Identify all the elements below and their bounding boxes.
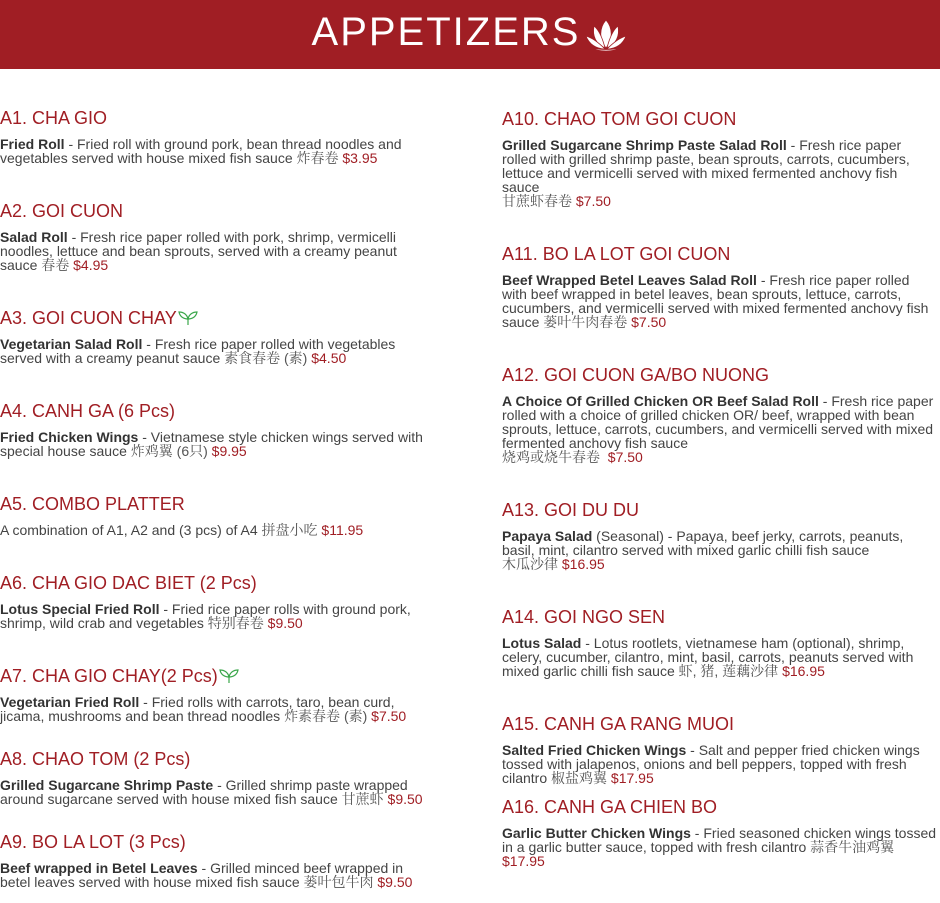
menu-item-a13 [502, 500, 938, 571]
item-name: Salad Roll [0, 229, 68, 245]
item-description [502, 636, 938, 678]
item-chinese-name: 素食春卷 (素) [224, 350, 308, 366]
item-name: Fried Chicken Wings [0, 429, 139, 445]
item-title: A8. CHAO TOM (2 Pcs) [0, 749, 191, 769]
vegetarian-leaf-icon [178, 310, 198, 326]
item-price: $9.50 [263, 615, 303, 631]
item-description [0, 861, 430, 889]
item-price: $4.50 [307, 350, 347, 366]
item-details: - Fried rolls with carrots, taro, bean curd, jicama, mushrooms and bean thread noodles [0, 694, 395, 724]
item-chinese-name: 特别春卷 [207, 615, 264, 631]
item-name: A Choice Of Grilled Chicken OR Beef Salad Roll [502, 393, 819, 409]
item-details: - Fresh rice paper rolled with pork, shrimp, vermicelli noodles, lettuce and bean sprouts, served with a creamy peanut sauce [0, 229, 397, 273]
item-details: - Grilled minced beef wrapped in betel leaves served with house mixed fish sauce [0, 860, 404, 890]
menu-item-a2 [0, 201, 430, 272]
item-details: - Lotus rootlets, vietnamese ham (optional), shrimp, celery, cucumber, cilantro, mint, basil, carrots, peanuts served with mixed garlic chilli fish sauce [502, 635, 914, 679]
menu-item-a8 [0, 749, 430, 806]
item-name: Garlic Butter Chicken Wings [502, 825, 691, 841]
item-title: A9. BO LA LOT (3 Pcs) [0, 832, 186, 852]
menu-item-a1 [0, 108, 430, 165]
item-name: Vegetarian Salad Roll [0, 336, 143, 352]
item-details: A combination of A1, A2 and (3 pcs) of A4 [0, 522, 262, 538]
item-description [502, 529, 938, 571]
item-price: $16.95 [558, 556, 605, 572]
item-details: - Fresh rice paper rolled with beef wrapped in betel leaves, bean sprouts, lettuce, carrots, cucumbers, and vermicelli served with mixed fermented anchovy fish sauce [502, 272, 929, 330]
item-name: Beef Wrapped Betel Leaves Salad Roll [502, 272, 757, 288]
vegetarian-leaf-icon [219, 668, 239, 684]
item-description [502, 826, 938, 868]
menu-item-a5 [0, 494, 430, 537]
item-price: $16.95 [778, 663, 825, 679]
item-chinese-name: 炸素春卷 (素) [284, 708, 368, 724]
item-title: A16. CANH GA CHIEN BO [502, 797, 718, 817]
item-details: (Seasonal) - Papaya, beef jerky, carrots, peanuts, basil, mint, cilantro served with mixed garlic chilli fish sauce [502, 528, 904, 558]
item-price: $9.50 [383, 791, 423, 807]
item-chinese-name: 蒜香牛油鸡翼 [810, 839, 895, 855]
item-chinese-name: 炸春卷 [296, 150, 339, 166]
item-chinese-name: 甘蔗虾 [341, 791, 384, 807]
menu-item-a14 [502, 607, 938, 678]
item-chinese-name: 甘蔗虾春卷 [502, 193, 572, 209]
item-name: Salted Fried Chicken Wings [502, 742, 687, 758]
item-chinese-name: 木瓜沙律 [502, 556, 558, 572]
menu-item-a15 [502, 714, 938, 785]
item-name: Grilled Sugarcane Shrimp Paste Salad Roll [502, 137, 787, 153]
page-title: APPETIZERS [311, 9, 581, 54]
item-title: A7. CHA GIO CHAY(2 Pcs) [0, 666, 218, 686]
item-details: - Fried rice paper rolls with ground pork, shrimp, wild crab and vegetables [0, 601, 411, 631]
item-details: - Salt and pepper fried chicken wings tossed with jalapenos, onions and bell peppers, topped with fresh cilantro [502, 742, 920, 786]
item-description [0, 695, 430, 723]
item-name: Fried Roll [0, 136, 65, 152]
item-title: A10. CHAO TOM GOI CUON [502, 109, 737, 129]
item-title: A3. GOI CUON CHAY [0, 308, 177, 328]
menu-item-a10 [502, 109, 938, 208]
item-chinese-name: 虾, 猪, 莲藕沙律 [678, 663, 779, 679]
item-price: $7.50 [367, 708, 407, 724]
lotus-icon [584, 18, 628, 54]
item-chinese-name: 蒌叶牛肉春卷 [543, 314, 628, 330]
item-details: - Grilled shrimp paste wrapped around sugarcane served with house mixed fish sauce [0, 777, 408, 807]
header-banner [0, 0, 940, 69]
menu-item-a12 [502, 365, 938, 464]
item-description [502, 273, 938, 329]
item-title: A6. CHA GIO DAC BIET (2 Pcs) [0, 573, 257, 593]
item-description [0, 523, 430, 537]
item-title: A4. CANH GA (6 Pcs) [0, 401, 176, 421]
item-description [502, 138, 938, 208]
item-chinese-name: 蒌叶包牛肉 [303, 874, 374, 890]
item-description [0, 778, 430, 806]
item-title-row [0, 666, 430, 686]
item-chinese-name: 拼盘小吃 [261, 522, 318, 538]
item-title: A2. GOI CUON [0, 201, 124, 221]
item-name: Grilled Sugarcane Shrimp Paste [0, 777, 214, 793]
item-title: A11. BO LA LOT GOI CUON [502, 244, 731, 264]
item-description [0, 430, 430, 458]
item-description [0, 337, 430, 365]
item-price: $7.50 [572, 193, 611, 209]
menu-item-a3 [0, 308, 430, 365]
menu-item-a9 [0, 832, 430, 889]
item-details: - Vietnamese style chicken wings served with special house sauce [0, 429, 423, 459]
item-price: $11.95 [317, 522, 364, 538]
item-name: Beef wrapped in Betel Leaves [0, 860, 198, 876]
item-details: - Fresh rice paper rolled with vegetables served with a creamy peanut sauce [0, 336, 396, 366]
item-chinese-name: 烧鸡或烧牛春卷 [502, 449, 600, 465]
item-title: A1. CHA GIO [0, 108, 108, 128]
item-description [502, 394, 938, 464]
item-price: $4.95 [69, 257, 109, 273]
menu-item-a16 [502, 797, 938, 868]
menu-item-a11 [502, 244, 938, 329]
item-chinese-name: 炸鸡翼 (6只) [130, 443, 208, 459]
item-price: $9.50 [373, 874, 413, 890]
item-name: Papaya Salad [502, 528, 593, 544]
item-chinese-name: 春卷 [41, 257, 70, 273]
item-description [502, 743, 938, 785]
item-name: Lotus Special Fried Roll [0, 601, 160, 617]
item-title: A5. COMBO PLATTER [0, 494, 185, 514]
item-description [0, 230, 430, 272]
item-price: $7.50 [627, 314, 667, 330]
item-details: - Fresh rice paper rolled with a choice of grilled chicken OR/ beef, wrapped with bean sprouts, lettuce, carrots, cucumbers, and vermicelli served with mixed fermented anchovy fish sauce [502, 393, 934, 451]
item-price: $3.95 [338, 150, 378, 166]
item-price: $9.95 [207, 443, 247, 459]
item-price: $17.95 [607, 770, 654, 786]
item-title: A13. GOI DU DU [502, 500, 640, 520]
item-name: Lotus Salad [502, 635, 582, 651]
item-description [0, 602, 430, 630]
item-title: A12. GOI CUON GA/BO NUONG [502, 365, 770, 385]
item-price: $17.95 [502, 853, 545, 869]
item-title: A15. CANH GA RANG MUOI [502, 714, 735, 734]
item-price: $7.50 [600, 449, 643, 465]
item-description [0, 137, 430, 165]
item-details: - Fried seasoned chicken wings tossed in a garlic butter sauce, topped with fresh cilantro [502, 825, 937, 855]
menu-item-a4 [0, 401, 430, 458]
menu-item-a7 [0, 666, 430, 723]
item-details: - Fresh rice paper rolled with grilled shrimp paste, bean sprouts, carrots, cucumbers, lettuce and vermicelli served with mixed fermented anchovy fish sauce [502, 137, 910, 195]
menu-item-a6 [0, 573, 430, 630]
item-name: Vegetarian Fried Roll [0, 694, 140, 710]
item-title: A14. GOI NGO SEN [502, 607, 666, 627]
item-details: - Fried roll with ground pork, bean thread noodles and vegetables served with house mixed fish sauce [0, 136, 402, 166]
item-chinese-name: 椒盐鸡翼 [551, 770, 608, 786]
item-title-row [0, 308, 430, 328]
